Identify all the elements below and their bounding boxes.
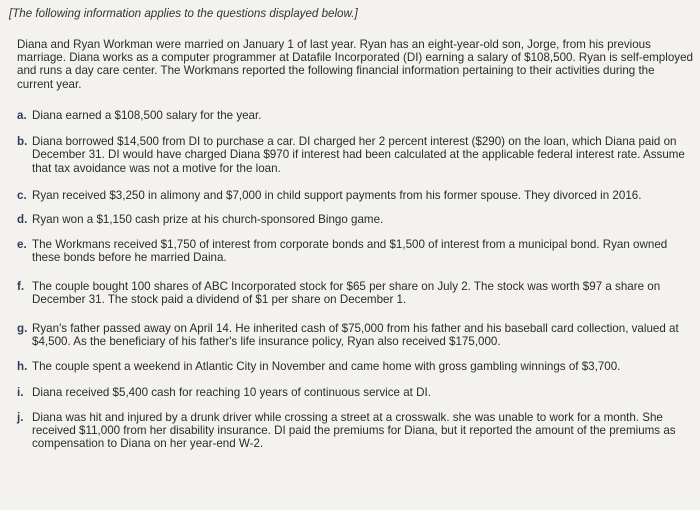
list-item xyxy=(17,135,693,175)
facts-list xyxy=(17,109,693,450)
item-text: Ryan received $3,250 in alimony and $7,000 in child support payments from his former spouse. They divorced in 2016. xyxy=(32,188,642,202)
item-marker: h. xyxy=(17,360,28,374)
item-marker: c. xyxy=(17,188,27,202)
header-note: [The following information applies to the questions displayed below.] xyxy=(9,7,358,20)
list-item xyxy=(17,109,693,122)
item-text: Diana received $5,400 cash for reaching 10 years of continuous service at DI. xyxy=(32,385,431,399)
intro-paragraph: Diana and Ryan Workman were married on January 1 of last year. Ryan has an eight-year-old son, Jorge, from his previous marriage. Diana works as a computer programmer at Datafile Incorporated (DI) earning a salary of $108,500. Ryan is self-employed and runs a day care center. The Workmans reported the following financial information pertaining to their activities during the current year. xyxy=(17,38,693,91)
item-text: The couple spent a weekend in Atlantic City in November and came home with gross gambling winnings of $3,700. xyxy=(32,360,621,374)
list-item xyxy=(17,213,693,226)
list-item xyxy=(17,411,693,451)
item-text: Diana was hit and injured by a drunk driver while crossing a street at a crosswalk. she was unable to work for a month. She received $11,000 from her disability insurance. DI paid the premiums for Diana, but it reported the amount of the premiums as compensation to Diana on her year-end W-2. xyxy=(32,410,676,451)
item-text: Diana earned a $108,500 salary for the year. xyxy=(32,109,262,122)
list-item xyxy=(17,322,693,348)
item-marker: d. xyxy=(17,213,28,227)
item-marker: f. xyxy=(17,279,25,293)
item-text: Diana borrowed $14,500 from DI to purchase a car. DI charged her 2 percent interest ($290) on the loan, which Diana paid on December 31. DI would have charged Diana $970 if interest had been calculated at the applicable federal interest rate. Assume that tax avoidance was not a motive for the loan. xyxy=(32,135,685,175)
item-marker: e. xyxy=(17,238,27,252)
list-item xyxy=(17,189,693,202)
list-item xyxy=(17,386,693,399)
item-text: Ryan's father passed away on April 14. He inherited cash of $75,000 from his father and his baseball card collection, valued at $4,500. As the beneficiary of his father's life insurance policy, Ryan also received $175,000. xyxy=(32,322,679,349)
list-item xyxy=(17,238,693,264)
list-item xyxy=(17,280,693,306)
item-marker: g. xyxy=(17,322,28,336)
item-marker: a. xyxy=(17,109,27,122)
list-item xyxy=(17,360,693,373)
item-text: The couple bought 100 shares of ABC Incorporated stock for $65 per share on July 2. The stock was worth $97 a share on December 31. The stock paid a dividend of $1 per share on December 1. xyxy=(32,279,661,306)
item-text: The Workmans received $1,750 of interest from corporate bonds and $1,500 of interest from a municipal bond. Ryan owned these bonds before he married Daina. xyxy=(32,238,668,265)
item-text: Ryan won a $1,150 cash prize at his church-sponsored Bingo game. xyxy=(32,213,384,227)
item-marker: b. xyxy=(17,135,28,149)
item-marker: i. xyxy=(17,385,24,399)
item-marker: j. xyxy=(17,410,24,424)
